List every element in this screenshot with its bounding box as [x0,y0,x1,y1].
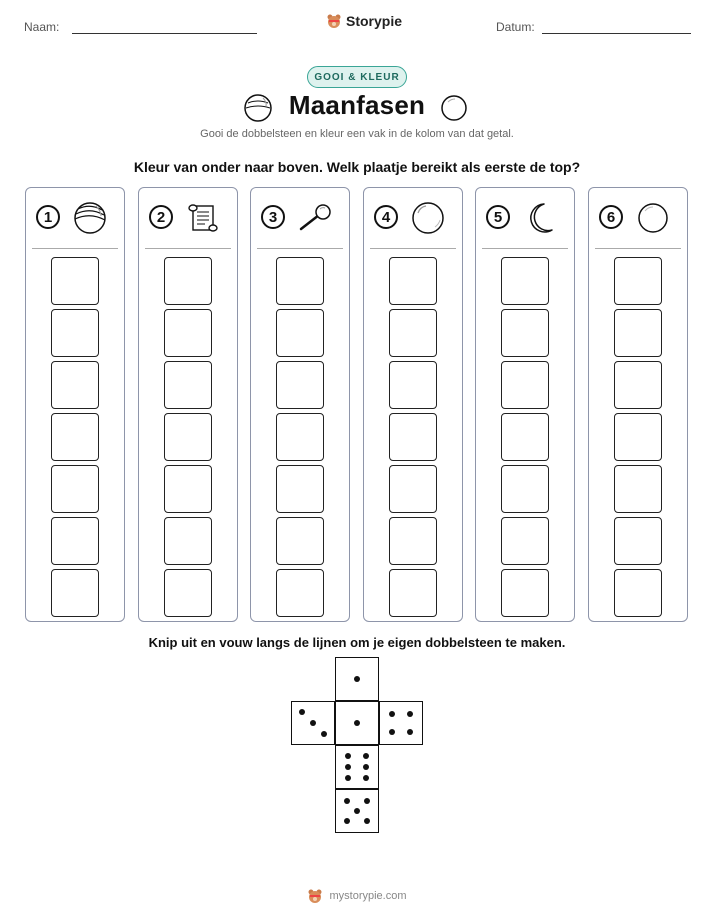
dice-instruction: Knip uit en vouw langs de lijnen om je eigen dobbelsteen te maken. [148,635,566,650]
footer-url: mystorypie.com [329,890,407,902]
bubble-icon [408,201,448,235]
color-cell[interactable] [501,465,549,513]
color-cell[interactable] [276,257,324,305]
column-1 [25,187,125,622]
bear-icon [326,13,342,29]
pip [344,818,350,824]
page-title: Maanfasen [288,90,426,120]
pip [354,720,360,726]
bear-icon [307,888,323,904]
color-cell[interactable] [276,569,324,617]
dice-face-5 [335,789,379,833]
pip [389,729,395,735]
pip [364,798,370,804]
column-number: 5 [486,205,510,229]
pip [407,711,413,717]
dice-face-3 [291,701,335,745]
name-line[interactable] [72,33,257,34]
pip [363,775,369,781]
color-cell[interactable] [389,361,437,409]
color-cell[interactable] [51,413,99,461]
pip [407,729,413,735]
striped-ball-icon [70,201,110,235]
color-cell[interactable] [164,517,212,565]
subtitle: Gooi de dobbelsteen en kleur een vak in de kolom van dat getal. [200,128,514,140]
color-cell[interactable] [614,465,662,513]
column-number: 2 [149,205,173,229]
color-cell[interactable] [501,413,549,461]
color-cell[interactable] [164,413,212,461]
pip [345,753,351,759]
color-cell[interactable] [614,257,662,305]
color-cell[interactable] [164,569,212,617]
column-divider [257,248,343,249]
pip [345,775,351,781]
pip [310,720,316,726]
color-cell[interactable] [389,309,437,357]
ball-icon [243,93,273,123]
name-label: Naam: [24,20,60,34]
color-cell[interactable] [51,569,99,617]
color-cell[interactable] [501,569,549,617]
column-5 [475,187,575,622]
footer [0,888,714,904]
color-cell[interactable] [614,361,662,409]
color-cell[interactable] [164,361,212,409]
color-cell[interactable] [501,517,549,565]
color-cell[interactable] [614,517,662,565]
color-cell[interactable] [276,413,324,461]
color-cell[interactable] [614,413,662,461]
color-cell[interactable] [614,569,662,617]
color-cell[interactable] [501,257,549,305]
color-cell[interactable] [164,257,212,305]
color-cell[interactable] [51,517,99,565]
column-4 [363,187,463,622]
moon-icon [440,94,468,122]
instruction: Kleur van onder naar boven. Welk plaatje bereikt als eerste de top? [133,159,581,175]
column-2 [138,187,238,622]
color-cell[interactable] [51,361,99,409]
column-6 [588,187,688,622]
pip [345,764,351,770]
column-divider [482,248,568,249]
color-cell[interactable] [389,257,437,305]
brand-name: Storypie [346,13,403,29]
date-label: Datum: [496,20,535,34]
column-divider [145,248,231,249]
color-cell[interactable] [164,309,212,357]
activity-badge: GOOI & KLEUR [307,66,407,88]
pushpin-icon [295,201,335,235]
column-number: 3 [261,205,285,229]
color-cell[interactable] [51,465,99,513]
pip [299,709,305,715]
dice-face-1 [335,657,379,701]
pip [364,818,370,824]
pip [344,798,350,804]
scroll-icon [183,201,223,235]
pip [354,808,360,814]
dice-face-1b [335,701,379,745]
color-cell[interactable] [501,309,549,357]
column-number: 1 [36,205,60,229]
crescent-moon-icon [520,201,560,235]
column-number: 6 [599,205,623,229]
color-cell[interactable] [389,517,437,565]
pip [321,731,327,737]
color-cell[interactable] [389,413,437,461]
column-number: 4 [374,205,398,229]
color-cell[interactable] [51,309,99,357]
full-moon-icon [633,201,673,235]
color-cell[interactable] [389,569,437,617]
column-divider [370,248,456,249]
color-cell[interactable] [276,361,324,409]
pip [363,764,369,770]
column-divider [32,248,118,249]
color-cell[interactable] [276,517,324,565]
color-cell[interactable] [276,465,324,513]
color-cell[interactable] [276,309,324,357]
date-line[interactable] [542,33,691,34]
pip [389,711,395,717]
color-cell[interactable] [164,465,212,513]
dice-face-4 [379,701,423,745]
color-cell[interactable] [389,465,437,513]
column-3 [250,187,350,622]
pip [354,676,360,682]
color-cell[interactable] [501,361,549,409]
color-cell[interactable] [51,257,99,305]
brand-logo [326,13,402,29]
dice-face-6 [335,745,379,789]
color-cell[interactable] [614,309,662,357]
column-divider [595,248,681,249]
pip [363,753,369,759]
